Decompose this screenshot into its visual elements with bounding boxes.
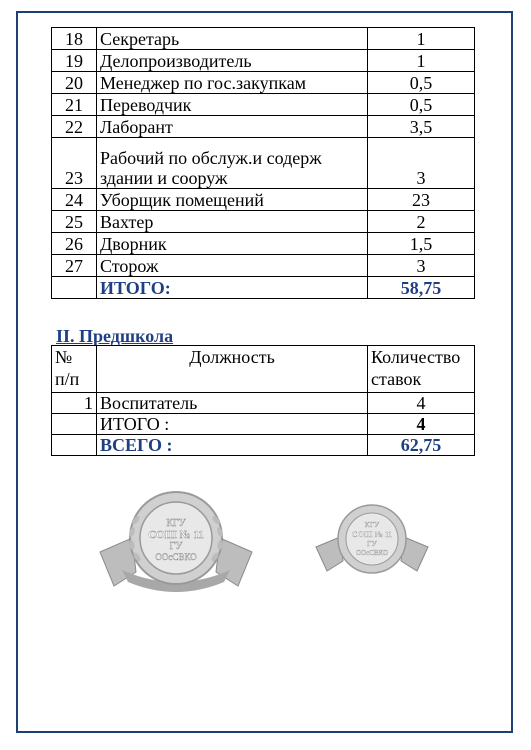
- section-title: II. Предшкола: [56, 326, 174, 346]
- rate-value: 1: [368, 50, 475, 72]
- table-row: [52, 50, 475, 72]
- seal-large-line3: ГУ: [169, 541, 183, 552]
- rate-value: 23: [368, 189, 475, 211]
- rate-value: 0,5: [368, 72, 475, 94]
- rate-value: 1: [368, 28, 475, 50]
- subtotal-value: 4: [368, 414, 475, 435]
- position-name-line2: здании и сооруж: [100, 168, 228, 188]
- seal-small-line3: ГУ: [367, 539, 377, 548]
- position-name: Делопроизводитель: [97, 50, 368, 72]
- empty-cell: [52, 414, 97, 435]
- row-number: 27: [52, 255, 97, 277]
- position-name: Воспитатель: [97, 393, 368, 414]
- empty-cell: [52, 277, 97, 299]
- empty-cell: [52, 435, 97, 456]
- subtotal-label: ИТОГО :: [97, 414, 368, 435]
- rate-value: 0,5: [368, 94, 475, 116]
- row-number: 23: [52, 138, 97, 189]
- staff-table-2: [51, 345, 475, 456]
- seal-stamp-large: [92, 490, 260, 600]
- row-number: 25: [52, 211, 97, 233]
- row-number: 26: [52, 233, 97, 255]
- subtotal-row: [52, 414, 475, 435]
- row-number: 21: [52, 94, 97, 116]
- rate-value: 3: [368, 255, 475, 277]
- position-name: Уборщик помещений: [97, 189, 368, 211]
- grand-total-row: [52, 435, 475, 456]
- row-number: 20: [52, 72, 97, 94]
- total-value: 58,75: [368, 277, 475, 299]
- seal-small-line4: ООсСВКО: [355, 549, 389, 557]
- position-name: Дворник: [97, 233, 368, 255]
- table-row: [52, 233, 475, 255]
- seal-large-line4: ООсСВКО: [155, 552, 197, 562]
- header-num-line1: №: [55, 347, 73, 367]
- row-number: 19: [52, 50, 97, 72]
- table-row: [52, 94, 475, 116]
- position-name: Менеджер по гос.закупкам: [97, 72, 368, 94]
- total-label: ИТОГО:: [97, 277, 368, 299]
- header-rate-line2: ставок: [371, 369, 422, 389]
- header-rate-line1: Количество: [371, 347, 461, 367]
- header-rate: [368, 346, 475, 393]
- position-name: Сторож: [97, 255, 368, 277]
- position-name: Секретарь: [97, 28, 368, 50]
- seal-small-line2: СОШ № 11: [351, 530, 393, 539]
- header-row: [52, 346, 475, 393]
- grand-total-label: ВСЕГО :: [97, 435, 368, 456]
- header-num: [52, 346, 97, 393]
- position-name: Лаборант: [97, 116, 368, 138]
- table-row: [52, 138, 475, 189]
- row-number: 1: [52, 393, 97, 414]
- rate-value: 4: [368, 393, 475, 414]
- position-name: Вахтер: [97, 211, 368, 233]
- seal-stamp-small: [312, 503, 432, 583]
- grand-total-value: 62,75: [368, 435, 475, 456]
- rate-value: 2: [368, 211, 475, 233]
- seal-large-line1: КГУ: [166, 518, 186, 529]
- header-num-line2: п/п: [55, 369, 80, 389]
- row-number: 22: [52, 116, 97, 138]
- position-name: Переводчик: [97, 94, 368, 116]
- table-row: [52, 255, 475, 277]
- row-number: 24: [52, 189, 97, 211]
- staff-table-1: [51, 27, 475, 299]
- seal-large-line2: СОШ № 11: [148, 529, 204, 541]
- table-row: [52, 211, 475, 233]
- total-row: [52, 277, 475, 299]
- table-row: [52, 116, 475, 138]
- header-position: Должность: [97, 346, 368, 393]
- position-name: [97, 138, 368, 189]
- seal-small-line1: КГУ: [364, 520, 380, 529]
- table-row: [52, 393, 475, 414]
- row-number: 18: [52, 28, 97, 50]
- table-row: [52, 189, 475, 211]
- rate-value: 3: [368, 138, 475, 189]
- table-row: [52, 28, 475, 50]
- position-name-line1: Рабочий по обслуж.и содерж: [100, 148, 322, 168]
- rate-value: 1,5: [368, 233, 475, 255]
- rate-value: 3,5: [368, 116, 475, 138]
- table-row: [52, 72, 475, 94]
